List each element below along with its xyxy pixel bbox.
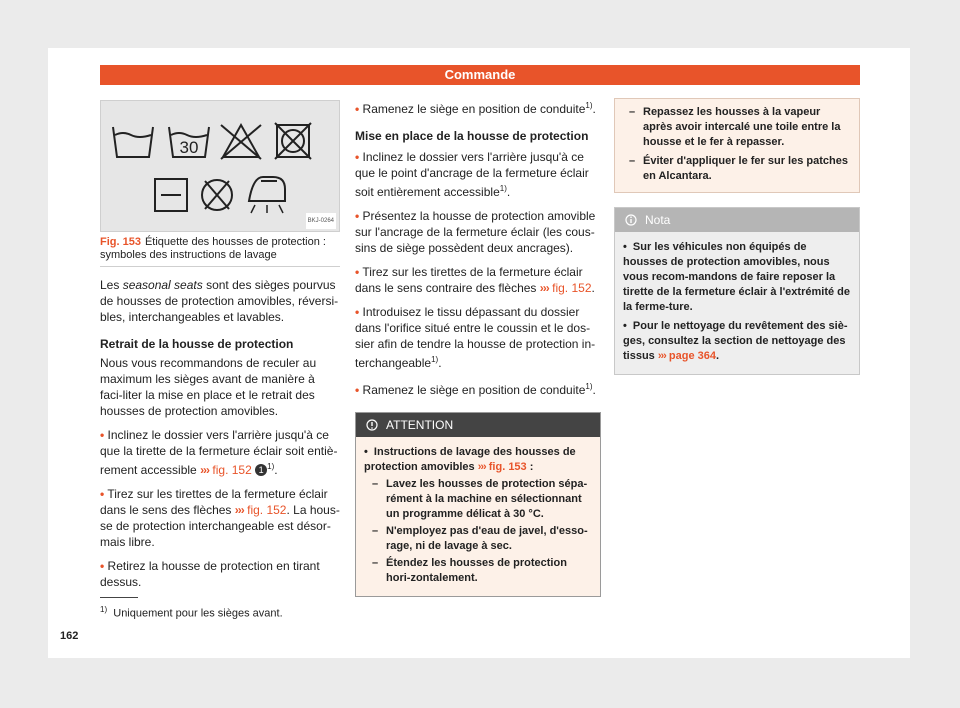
attention-box xyxy=(355,412,601,597)
list-item: – Repassez les housses à la vapeur après avoir intercalé une toile entre la housse et le fer à repasser. xyxy=(629,106,841,148)
column-3 xyxy=(614,98,860,375)
xref-link[interactable]: ››› fig. 152 xyxy=(200,463,252,477)
nota-body xyxy=(615,232,859,374)
callout-number: 1 xyxy=(255,464,267,476)
page-number: 162 xyxy=(60,630,79,642)
column-1 xyxy=(100,100,340,590)
xref-link[interactable]: ››› page 364 xyxy=(657,350,717,362)
no-bleach-icon xyxy=(221,125,261,159)
nota-box xyxy=(614,207,860,375)
attention-body xyxy=(356,437,600,596)
attention-header: ATTENTION xyxy=(356,413,600,437)
no-dry-clean-icon xyxy=(202,180,232,210)
list-item: – Éviter d'appliquer le fer sur les patches en Alcantara. xyxy=(629,155,848,182)
figure-ref-code: BKJ-0264 xyxy=(306,213,336,229)
list-item: – Étendez les housses de protection hori-zontalement. xyxy=(372,557,567,584)
list-item: • Présentez la housse de protection amovible sur l'ancrage de la fermeture éclair (les cous-sins de siège possèdent deux ancrages). xyxy=(355,209,596,255)
no-tumble-dry-icon xyxy=(275,123,311,159)
list-item: • Sur les véhicules non équipés de housses de protection amovibles, nous vous recom-mandons de faire reposer la tirette de la fermeture éclair à l'extrémité de la ferme-ture. xyxy=(623,241,850,313)
figure-caption xyxy=(100,232,340,267)
attention-lead: • Instructions de lavage des housses de protection amovibles ››› fig. 153 : xyxy=(364,446,576,473)
heading-installation: Mise en place de la housse de protection xyxy=(355,129,589,143)
footnote: $^{1)}$ Uniquement pour les sièges avant. xyxy=(100,605,283,620)
figure-laundry-symbols xyxy=(100,100,340,232)
nota-header: Nota xyxy=(615,208,859,232)
laundry-symbols-illustration xyxy=(101,101,339,231)
column-2 xyxy=(355,98,601,597)
list-item: – Lavez les housses de protection sépa-rément à la machine en sélectionnant un programme délicat à 30 °C. xyxy=(372,478,588,520)
xref-link[interactable]: ››› fig. 152 xyxy=(539,281,592,295)
footnote-divider xyxy=(100,597,138,598)
steam-iron-icon xyxy=(249,177,285,213)
figure-number: Fig. 153 xyxy=(100,236,141,248)
xref-link[interactable]: ››› fig. 153 xyxy=(477,461,527,473)
list-item: • Pour le nettoyage du revêtement des siè-ges, consultez la section de nettoyage des tissus ››› page 364. xyxy=(623,320,848,362)
list-item: • Ramenez le siège en position de conduite$^{1)}$. xyxy=(355,101,596,116)
removal-paragraph: Nous vous recommandons de reculer au maximum les sièges avant de manière à faci-liter la mise en place et le retrait des housses de protection amovibles. xyxy=(100,356,317,418)
xref-link[interactable]: ››› fig. 152 xyxy=(234,503,287,517)
list-item: • Ramenez le siège en position de conduite$^{1)}$. xyxy=(355,382,596,397)
warning-icon xyxy=(366,419,378,431)
list-item: • Tirez sur les tirettes de la fermeture éclair dans le sens des flèches ››› fig. 152. La hous-se de protection interchangeable est désor-mais libre. xyxy=(100,487,340,549)
list-item: • Inclinez le dossier vers l'arrière jusqu'à ce que la tirette de la fermeture éclair soit entiè-rement accessible ››› fig. 152 1 $^{1)}$. xyxy=(100,428,338,477)
attention-box-continued xyxy=(614,98,860,193)
heading-removal: Retrait de la housse de protection xyxy=(100,337,294,351)
list-item: • Tirez sur les tirettes de la fermeture éclair dans le sens contraire des flèches ››› fig. 152. xyxy=(355,265,595,295)
list-item: • Introduisez le tissu dépassant du dossier dans l'orifice situé entre le coussin et le dos-sier afin de tendre la housse de protection in-terchangeable$^{1)}$. xyxy=(355,305,596,370)
info-icon xyxy=(625,214,637,226)
wash-tub-icon xyxy=(113,127,153,157)
section-header: Commande xyxy=(100,65,860,85)
dry-flat-icon xyxy=(155,179,187,211)
wash-temp-label: 30 xyxy=(179,138,199,157)
intro-paragraph: Les seasonal seats sont des sièges pourvus de housses de protection amovibles, réversi-bles, interchangeables et lavables. xyxy=(100,278,339,324)
figure-caption-text: Étiquette des housses de protection : symboles des instructions de lavage xyxy=(100,236,326,261)
list-item: • Inclinez le dossier vers l'arrière jusqu'à ce que le point d'ancrage de la fermeture éclair soit entièrement accessible$^{1)}$. xyxy=(355,150,589,199)
list-item: • Retirez la housse de protection en tirant dessus. xyxy=(100,559,320,589)
list-item: – N'employez pas d'eau de javel, d'esso-rage, ni de lavage à sec. xyxy=(372,525,588,552)
